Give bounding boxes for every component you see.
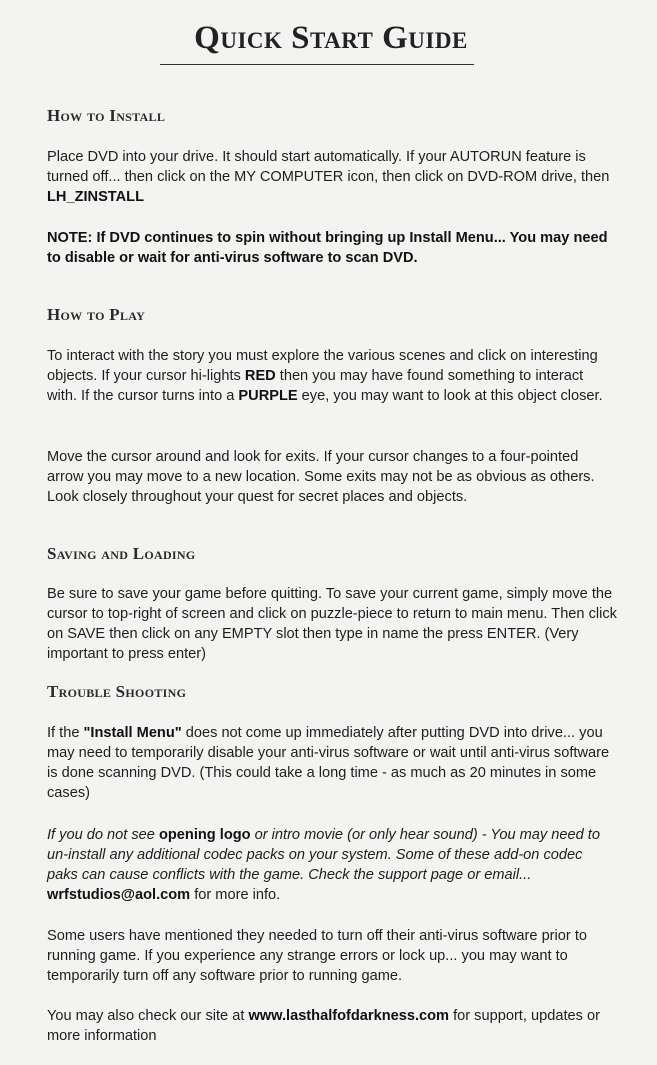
trouble-paragraph-2 <box>47 825 617 905</box>
install-paragraph <box>47 147 617 207</box>
site-text-a: You may also check our site at <box>47 1008 249 1024</box>
opening-logo-label: opening logo <box>158 827 251 843</box>
site-text-b: for support, updates or more information <box>47 1008 600 1044</box>
trouble2-text-a: If you do not see <box>47 827 159 843</box>
play-text-b: then you may have found something to interact with. If the cursor turns into a <box>47 368 584 404</box>
play-paragraph-2 <box>47 447 617 507</box>
title-underline <box>160 64 474 65</box>
play-text-2: Move the cursor around and look for exits. If your cursor changes to a four-pointed arrow you may move to a new location. Some exits may not be as obvious as others. Look closely throughout your quest for secret places and objects. <box>47 449 595 505</box>
saving-paragraph <box>47 584 617 664</box>
play-paragraph-1 <box>47 346 617 406</box>
play-heading: How to Play <box>47 305 146 324</box>
trouble-paragraph-1 <box>47 723 617 803</box>
section-trouble <box>47 682 617 702</box>
section-install <box>47 106 617 126</box>
trouble-paragraph-3 <box>47 926 617 986</box>
saving-heading: Saving and Loading <box>47 544 196 563</box>
red-highlight: RED <box>244 368 276 384</box>
trouble2-text-d: for more info. <box>190 887 281 903</box>
install-heading: How to Install <box>47 106 166 125</box>
trouble-paragraph-4 <box>47 1006 617 1046</box>
saving-text: Be sure to save your game before quitting. To save your current game, simply move the cursor to top-right of screen and click on puzzle-piece to return to main menu. Then click on SAVE then click on any EMPTY slot then type in name the press ENTER. (Very important to press enter) <box>47 586 617 662</box>
trouble-text-a: If the <box>47 725 84 741</box>
trouble2-text-c: or intro movie (or only hear sound) - You may need to un-install any additional codec packs on your system. Some of these add-on codec paks can cause conflicts with the game. Check the support page or email... <box>47 827 600 883</box>
support-email-link[interactable]: wrfstudios@aol.com <box>47 887 191 903</box>
install-menu-label: "Install Menu" <box>83 725 182 741</box>
section-play <box>47 305 617 325</box>
trouble-text-3: Some users have mentioned they needed to turn off their anti-virus software prior to running game. If you experience any strange errors or lock up... you may want to temporarily turn off any software prior to running game. <box>47 928 587 984</box>
trouble-heading: Trouble Shooting <box>47 682 187 701</box>
play-text-a: To interact with the story you must explore the various scenes and click on interesting objects. If your cursor hi-lights <box>47 348 598 384</box>
trouble-text-c: does not come up immediately after putting DVD into drive... you may need to temporarily disable your anti-virus software or wait until anti-virus software is done scanning DVD. (This could take a long time - as much as 20 minutes in some cases) <box>47 725 610 801</box>
website-link[interactable]: www.lasthalfofdarkness.com <box>248 1008 450 1024</box>
install-note <box>47 228 617 268</box>
purple-highlight: PURPLE <box>238 388 298 404</box>
install-command: LH_ZINSTALL <box>47 189 145 205</box>
install-note-text: NOTE: If DVD continues to spin without bringing up Install Menu... You may need to disable or wait for anti-virus software to scan DVD. <box>47 230 608 266</box>
play-text-c: eye, you may want to look at this object closer. <box>297 388 603 404</box>
install-text: Place DVD into your drive. It should start automatically. If your AUTORUN feature is turned off... then click on the MY COMPUTER icon, then click on DVD-ROM drive, then <box>47 149 610 185</box>
page-title: Quick Start Guide <box>194 20 468 56</box>
section-saving <box>47 544 617 564</box>
